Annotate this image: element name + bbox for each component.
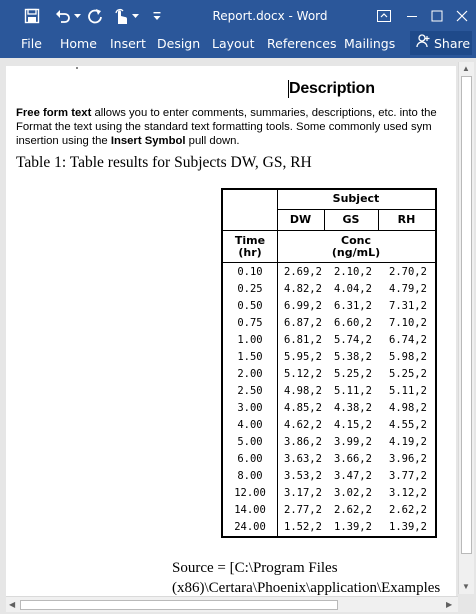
table-cell-time: 0.75 bbox=[237, 317, 263, 329]
table-cell-rh: 7.31,2 bbox=[389, 300, 427, 312]
table-cell-dw: 1.52,2 bbox=[284, 521, 322, 533]
table-cell-gs: 5.25,2 bbox=[334, 368, 372, 380]
table-cell-time: 1.50 bbox=[237, 351, 263, 363]
table-cell-gs: 4.38,2 bbox=[334, 402, 372, 414]
horizontal-scrollbar[interactable] bbox=[6, 596, 458, 612]
bold-run: Insert Symbol bbox=[110, 135, 186, 147]
table-cell-rh: 5.98,2 bbox=[389, 351, 427, 363]
table-cell-time: 0.25 bbox=[237, 283, 263, 295]
save-icon[interactable] bbox=[21, 5, 43, 27]
table-cell-gs: 5.38,2 bbox=[334, 351, 372, 363]
table-cell-dw: 4.98,2 bbox=[284, 385, 322, 397]
table-cell-rh: 3.96,2 bbox=[389, 453, 427, 465]
table-cell-dw: 4.85,2 bbox=[284, 402, 322, 414]
table-cell-gs: 1.39,2 bbox=[334, 521, 372, 533]
table-cell-gs: 6.31,2 bbox=[334, 300, 372, 312]
table-cell-time: 0.50 bbox=[237, 300, 263, 312]
horizontal-scroll-thumb[interactable] bbox=[20, 600, 338, 610]
ribbon-tabs bbox=[0, 32, 476, 58]
table-cell-dw: 4.62,2 bbox=[284, 419, 322, 431]
margin-corner-mark bbox=[76, 67, 78, 69]
document-workspace bbox=[0, 58, 476, 614]
results-table[interactable] bbox=[221, 188, 437, 538]
scroll-left-icon[interactable]: ◀ bbox=[9, 600, 16, 609]
table-cell-dw: 3.86,2 bbox=[284, 436, 322, 448]
bold-run: Free form text bbox=[16, 107, 92, 119]
table-cell-gs: 3.99,2 bbox=[334, 436, 372, 448]
touch-mode-dropdown-icon[interactable] bbox=[130, 5, 140, 27]
table-cell-time: 1.00 bbox=[237, 334, 263, 346]
paragraph-line-2[interactable] bbox=[16, 121, 432, 133]
table-cell-rh: 3.12,2 bbox=[389, 487, 427, 499]
table-cell-rh: 7.10,2 bbox=[389, 317, 427, 329]
conc-unit-header: (ng/mL) bbox=[331, 246, 381, 259]
text-run: allows you to enter comments, summaries, descriptions, etc. into the bbox=[91, 107, 437, 119]
paragraph-line-3[interactable] bbox=[16, 135, 240, 147]
table-cell-gs: 2.62,2 bbox=[334, 504, 372, 516]
table-cell-time: 14.00 bbox=[234, 504, 266, 516]
scroll-up-icon[interactable]: ▲ bbox=[462, 64, 470, 73]
title-bar bbox=[0, 0, 476, 32]
table-cell-time: 0.10 bbox=[237, 266, 263, 278]
table-cell-time: 4.00 bbox=[237, 419, 263, 431]
vertical-scroll-thumb[interactable] bbox=[461, 76, 472, 554]
table-cell-time: 6.00 bbox=[237, 453, 263, 465]
text-run: Format the text using the standard text formatting tools. Some commonly used sym bbox=[16, 121, 432, 133]
scroll-down-icon[interactable]: ▼ bbox=[462, 582, 470, 591]
subject-dw-header: DW bbox=[289, 213, 312, 226]
table-cell-time: 2.50 bbox=[237, 385, 263, 397]
table-cell-time: 24.00 bbox=[234, 521, 266, 533]
scroll-right-icon[interactable]: ▶ bbox=[446, 600, 453, 609]
table-cell-time: 12.00 bbox=[234, 487, 266, 499]
subject-header: Subject bbox=[332, 192, 380, 205]
tab-references[interactable]: References bbox=[267, 36, 337, 51]
table-cell-time: 8.00 bbox=[237, 470, 263, 482]
paragraph-line-1[interactable] bbox=[16, 107, 437, 119]
table-cell-gs: 2.10,2 bbox=[334, 266, 372, 278]
table-divider bbox=[223, 230, 435, 231]
document-heading[interactable]: Description bbox=[289, 80, 375, 97]
table-cell-dw: 6.81,2 bbox=[284, 334, 322, 346]
text-run: pull down. bbox=[185, 135, 240, 147]
table-cell-gs: 6.60,2 bbox=[334, 317, 372, 329]
table-cell-dw: 6.87,2 bbox=[284, 317, 322, 329]
table-cell-rh: 4.19,2 bbox=[389, 436, 427, 448]
minimize-icon[interactable] bbox=[401, 5, 423, 27]
table-divider bbox=[223, 262, 435, 263]
table-cell-rh: 5.25,2 bbox=[389, 368, 427, 380]
source-line-2[interactable]: (x86)\Certara\Phoenix\application\Examples bbox=[172, 580, 441, 596]
table-cell-gs: 3.66,2 bbox=[334, 453, 372, 465]
touch-mode-icon[interactable] bbox=[110, 5, 132, 27]
table-cell-rh: 2.70,2 bbox=[389, 266, 427, 278]
table-cell-gs: 4.04,2 bbox=[334, 283, 372, 295]
maximize-icon[interactable] bbox=[426, 5, 448, 27]
table-cell-time: 5.00 bbox=[237, 436, 263, 448]
table-cell-rh: 3.77,2 bbox=[389, 470, 427, 482]
subject-gs-header: GS bbox=[342, 213, 360, 226]
table-cell-gs: 3.47,2 bbox=[334, 470, 372, 482]
source-line-1[interactable]: Source = [C:\Program Files bbox=[172, 560, 338, 576]
table-cell-rh: 6.74,2 bbox=[389, 334, 427, 346]
subject-rh-header: RH bbox=[397, 213, 416, 226]
customize-qat-icon[interactable] bbox=[150, 5, 164, 27]
table-cell-gs: 4.15,2 bbox=[334, 419, 372, 431]
share-button[interactable] bbox=[410, 31, 472, 55]
table-cell-rh: 4.55,2 bbox=[389, 419, 427, 431]
table-cell-dw: 3.63,2 bbox=[284, 453, 322, 465]
person-add-icon bbox=[416, 34, 430, 53]
tab-layout[interactable]: Layout bbox=[212, 36, 255, 51]
table-cell-gs: 3.02,2 bbox=[334, 487, 372, 499]
table-cell-dw: 2.69,2 bbox=[284, 266, 322, 278]
table-cell-rh: 4.98,2 bbox=[389, 402, 427, 414]
document-page[interactable] bbox=[6, 66, 456, 596]
table-caption[interactable]: Table 1: Table results for Subjects DW, GS, RH bbox=[16, 154, 312, 171]
table-cell-time: 2.00 bbox=[237, 368, 263, 380]
table-cell-rh: 5.11,2 bbox=[389, 385, 427, 397]
table-cell-dw: 3.53,2 bbox=[284, 470, 322, 482]
tab-insert[interactable]: Insert bbox=[110, 36, 146, 51]
undo-icon[interactable] bbox=[52, 5, 74, 27]
table-cell-time: 3.00 bbox=[237, 402, 263, 414]
window-title: Report.docx - Word bbox=[212, 9, 328, 23]
time-unit-header: (hr) bbox=[238, 246, 262, 259]
undo-dropdown-icon[interactable] bbox=[72, 5, 82, 27]
table-cell-dw: 5.12,2 bbox=[284, 368, 322, 380]
table-cell-dw: 2.77,2 bbox=[284, 504, 322, 516]
table-cell-dw: 6.99,2 bbox=[284, 300, 322, 312]
text-run: insertion using the bbox=[16, 135, 111, 147]
table-cell-gs: 5.74,2 bbox=[334, 334, 372, 346]
tab-file[interactable]: File bbox=[21, 36, 42, 51]
tab-mailings[interactable]: Mailings bbox=[344, 36, 396, 51]
table-cell-rh: 2.62,2 bbox=[389, 504, 427, 516]
share-label: Share bbox=[434, 35, 471, 51]
ribbon-display-icon[interactable] bbox=[373, 5, 395, 27]
time-header: Time bbox=[234, 234, 266, 247]
vertical-scrollbar[interactable] bbox=[458, 62, 474, 594]
table-cell-dw: 3.17,2 bbox=[284, 487, 322, 499]
table-divider bbox=[277, 209, 435, 210]
table-cell-gs: 5.11,2 bbox=[334, 385, 372, 397]
tab-design[interactable]: Design bbox=[157, 36, 201, 51]
table-cell-rh: 1.39,2 bbox=[389, 521, 427, 533]
tab-home[interactable]: Home bbox=[60, 36, 97, 51]
close-icon[interactable] bbox=[451, 5, 473, 27]
table-cell-dw: 4.82,2 bbox=[284, 283, 322, 295]
table-cell-rh: 4.79,2 bbox=[389, 283, 427, 295]
conc-header: Conc bbox=[341, 234, 371, 247]
table-cell-dw: 5.95,2 bbox=[284, 351, 322, 363]
redo-icon[interactable] bbox=[84, 5, 106, 27]
